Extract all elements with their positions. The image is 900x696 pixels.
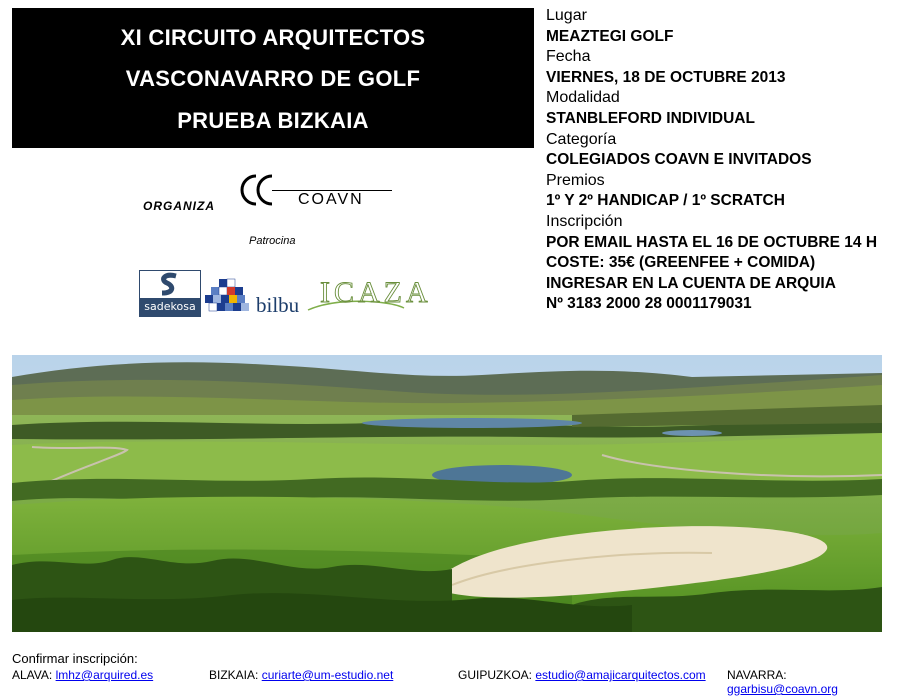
title-line-2: VASCONAVARRO DE GOLF [125, 66, 421, 91]
contact-alava [12, 668, 153, 682]
contact-region-guipuzkoa: GUIPUZKOA: [458, 668, 533, 682]
info-label-fecha: Fecha [546, 48, 591, 66]
info-value-premios: 1º Y 2º HANDICAP / 1º SCRATCH [546, 192, 785, 210]
contact-region-navarra: NAVARRA: [727, 668, 787, 682]
sponsor-mosaic-logo-icon [205, 279, 249, 315]
organiza-label: ORGANIZA [143, 199, 215, 213]
contact-region-bizkaia: BIZKAIA: [209, 668, 259, 682]
info-label-categoria: Categoría [546, 130, 617, 148]
patrocina-label: Patrocina [249, 235, 296, 247]
sponsor-icaza-logo-icon [306, 262, 432, 318]
confirm-heading: Confirmar inscripción: [12, 651, 138, 666]
sadekosa-s-icon [140, 271, 200, 298]
contact-guipuzkoa [458, 668, 706, 682]
contact-navarra [727, 668, 900, 696]
contact-bizkaia [209, 668, 393, 682]
contact-email-guipuzkoa[interactable]: estudio@amajicarquitectos.com [535, 668, 706, 682]
info-value-modalidad: STANBLEFORD INDIVIDUAL [546, 109, 755, 127]
golf-course-photo [12, 355, 882, 632]
info-value-lugar: MEAZTEGI GOLF [546, 27, 674, 45]
sponsor-sadekosa-logo [139, 270, 201, 317]
svg-text:ICAZA: ICAZA [320, 276, 432, 309]
sadekosa-text: sadekosa [144, 300, 196, 313]
title-banner [12, 8, 534, 148]
info-value-categoria: COLEGIADOS COAVN E INVITADOS [546, 151, 812, 169]
info-label-lugar: Lugar [546, 7, 587, 24]
info-value-inscripcion-coste: COSTE: 35€ (GREENFEE + COMIDA) [546, 254, 816, 272]
contact-email-navarra[interactable]: ggarbisu@coavn.org [727, 682, 838, 696]
info-value-inscripcion-numero: Nº 3183 2000 28 0001179031 [546, 295, 752, 313]
title-line-1: XI CIRCUITO ARQUITECTOS [120, 25, 426, 50]
info-value-inscripcion-cuenta: INGRESAR EN LA CUENTA DE ARQUIA [546, 274, 836, 292]
contact-region-alava: ALAVA: [12, 668, 53, 682]
event-details [546, 6, 896, 315]
coavn-brand: COAVN [298, 191, 364, 208]
info-label-modalidad: Modalidad [546, 89, 620, 107]
info-label-inscripcion: Inscripción [546, 212, 623, 230]
info-label-premios: Premios [546, 171, 605, 189]
info-value-inscripcion-email: POR EMAIL HASTA EL 16 DE OCTUBRE 14 H [546, 233, 878, 251]
sponsor-bilbu-logo: bilbu [256, 293, 300, 317]
contact-email-alava[interactable]: lmhz@arquired.es [55, 668, 154, 682]
info-value-fecha: VIERNES, 18 DE OCTUBRE 2013 [546, 68, 786, 86]
contact-email-bizkaia[interactable]: curiarte@um-estudio.net [261, 668, 394, 682]
title-line-3: PRUEBA BIZKAIA [177, 108, 369, 133]
